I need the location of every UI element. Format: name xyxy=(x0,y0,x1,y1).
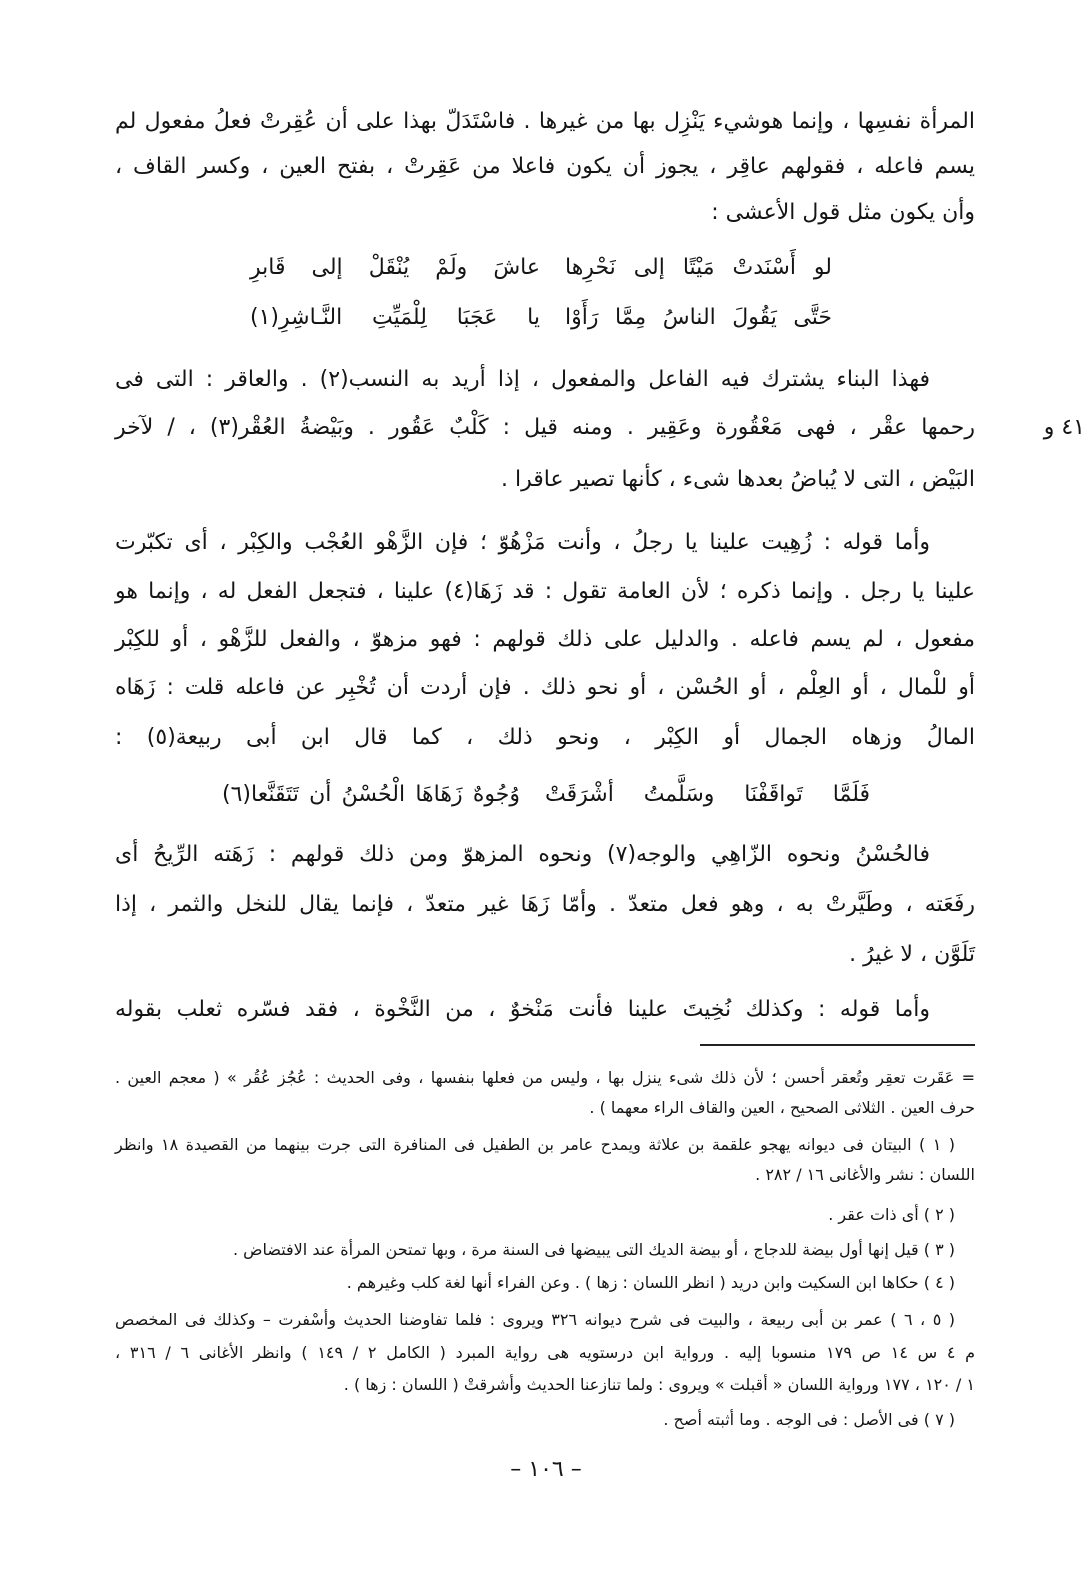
verse-second-hemistich: وُجُوهٌ زَهَاهَا الْحُسْنُ أن تَتَقَنَّعا(٦) xyxy=(222,782,520,807)
verse-second-hemistich: عاشَ ولَمْ يُنْقَلْ إلى قَابرِ xyxy=(250,255,540,280)
verse-first-hemistich: لو أَسْنَدتْ مَيْتًا إلى نَحْرِها xyxy=(565,255,832,280)
body-line: المالُ وزهاه الجمال أو الكِبْر ، ونحو ذلك ، كما قال ابن أبى ربيعة(٥) : xyxy=(115,725,975,750)
footnote-5-6-continued: م ٤ س ١٤ ص ١٧٩ منسوبا إليه . ورواية ابن درستويه هى رواية المبرد ( الكامل ٢ / ١٤٩ ) وانظر الأغانى ٦ / ٣١٦ ، xyxy=(115,1343,976,1362)
footnote-4: ( ٤ ) حكاها ابن السكيت وابن دريد ( انظر اللسان : زها ) . وعن الفراء أنها لغة كلب وغيرهم . xyxy=(346,1273,955,1292)
footnote-line: حرف العين . الثلاثى الصحيح ، العين والقاف الراء معهما ) . xyxy=(589,1098,975,1117)
footnote-1-continued: اللسان : نشر والأغانى ١٦ / ٢٨٢ . xyxy=(755,1165,975,1184)
page-number: – ١٠٦ – xyxy=(510,1457,582,1482)
body-line: يسم فاعله ، فقولهم عاقِر ، يجوز أن يكون فاعلا من عَقِرتْ ، بفتح العين ، وكسر القاف ، xyxy=(115,154,975,179)
verse-second-hemistich: يا عَجَبَا لِلْمَيِّتِ النَّـاشِرِ(١) xyxy=(250,305,540,330)
footnote-5-6: ( ٥ ، ٦ ) عمر بن أبى ربيعة ، والبيت فى شرح ديوانه ٣٢٦ ويروى : فلما تفاوضنا الحديث وأسْفرت – وكذلك فى المخصص xyxy=(115,1310,956,1329)
body-line: مفعول ، لم يسم فاعله . والدليل على ذلك قولهم : فهو مزهوّ ، والفعل للزَّهْو ، أو للكِبْر xyxy=(115,627,975,652)
footnote-2: ( ٢ ) أى ذات عقر . xyxy=(828,1205,955,1224)
footnote-separator xyxy=(700,1044,975,1046)
manuscript-folio-note: ٤١ و xyxy=(1043,415,1085,440)
body-line: تَلَوَّن ، لا غيرُ . xyxy=(849,942,975,967)
body-line: وأما قوله : وكذلك نُخِيتَ علينا فأنت مَنْخوٌ ، من النَّخْوة ، فقد فسّره ثعلب بقوله xyxy=(115,997,930,1022)
footnote-3: ( ٣ ) قيل إنها أول بيضة للدجاج ، أو بيضة الديك التى يبيضها فى السنة مرة ، وبها تمتحن المرأة عند الافتضاض . xyxy=(232,1240,955,1259)
body-line: فهذا البناء يشترك فيه الفاعل والمفعول ، إذا أريد به النسب(٢) . والعاقر : التى فى xyxy=(115,367,930,392)
footnote-line: = عَقَرت تعقِر وتُعقر أحسن ؛ لأن ذلك شىء ينزل بها ، وليس من فعلها بنفسها ، وفى الحديث : عُجُز عُقُر » ( معجم العين . xyxy=(115,1068,975,1087)
body-line: علينا يا رجل . وإنما ذكره ؛ لأن العامة تقول : قد زَهَا(٤) علينا ، فتجعل الفعل له ، وإنما هو xyxy=(115,579,976,604)
footnote-1: ( ١ ) البيتان فى ديوانه يهجو علقمة بن علاثة ويمدح عامر بن الطفيل فى المنافرة التى جرت بينهما من القصيدة ١٨ وانظر xyxy=(115,1135,956,1154)
body-line: رفَعَته ، وطَيَّرتْ به ، وهو فعل متعدّ . وأمّا زَهَا غير متعدّ ، فإنما يقال للنخل والثمر ، إذا xyxy=(115,892,975,917)
verse-first-hemistich: حَتَّى يَقُولَ الناسُ مِمَّا رَأَوْا xyxy=(565,305,832,330)
body-line: رحمها عقْر ، فهى مَعْقُورة وعَقِير . ومنه قيل : كَلْبٌ عَقُور . وبَيْضةُ العُقْر(٣) ، / لآخر xyxy=(115,415,975,440)
footnote-7: ( ٧ ) فى الأصل : فى الوجه . وما أثبته أصح . xyxy=(663,1410,955,1429)
body-line: وأن يكون مثل قول الأعشى : xyxy=(711,200,975,225)
body-line: وأما قوله : زُهِيت علينا يا رجلُ ، وأنت مَزْهُوّ ؛ فإن الزَّهْو العُجْب والكِبْر ، أى تكبّرت xyxy=(115,530,930,555)
body-line: المرأة نفسِها ، وإنما هوشيء يَنْزِل بها من غيرها . فاسْتَدَلّ بهذا على أن عُقِرتْ فعلُ مفعول لم xyxy=(115,109,975,134)
body-line: فالحُسْنُ ونحوه الزّاهِي والوجه(٧) ونحوه المزهوّ ومن ذلك قولهم : زَهَته الرِّيحُ أى xyxy=(115,842,930,867)
body-line: البَيْض ، التى لا يُباضُ بعدها شىء ، كأنها تصير عاقرا . xyxy=(501,467,975,492)
body-line: أو للْمال ، أو العِلْم ، أو الحُسْن ، أو نحو ذلك . فإن أردت أن تُخْبِر عن فاعله قلت : زَهَاه xyxy=(115,675,975,700)
footnote-5-6-continued: ١ / ١٢٠ ، ١٧٧ ورواية اللسان « أقبلت » ويروى : ولما تنازعنا الحديث وأشرقتْ ( اللسان : زها ) . xyxy=(343,1375,975,1394)
verse-first-hemistich: فَلَمَّا تَواقَفْنَا وسَلَّمتُ أشْرَقَتْ xyxy=(545,782,870,807)
